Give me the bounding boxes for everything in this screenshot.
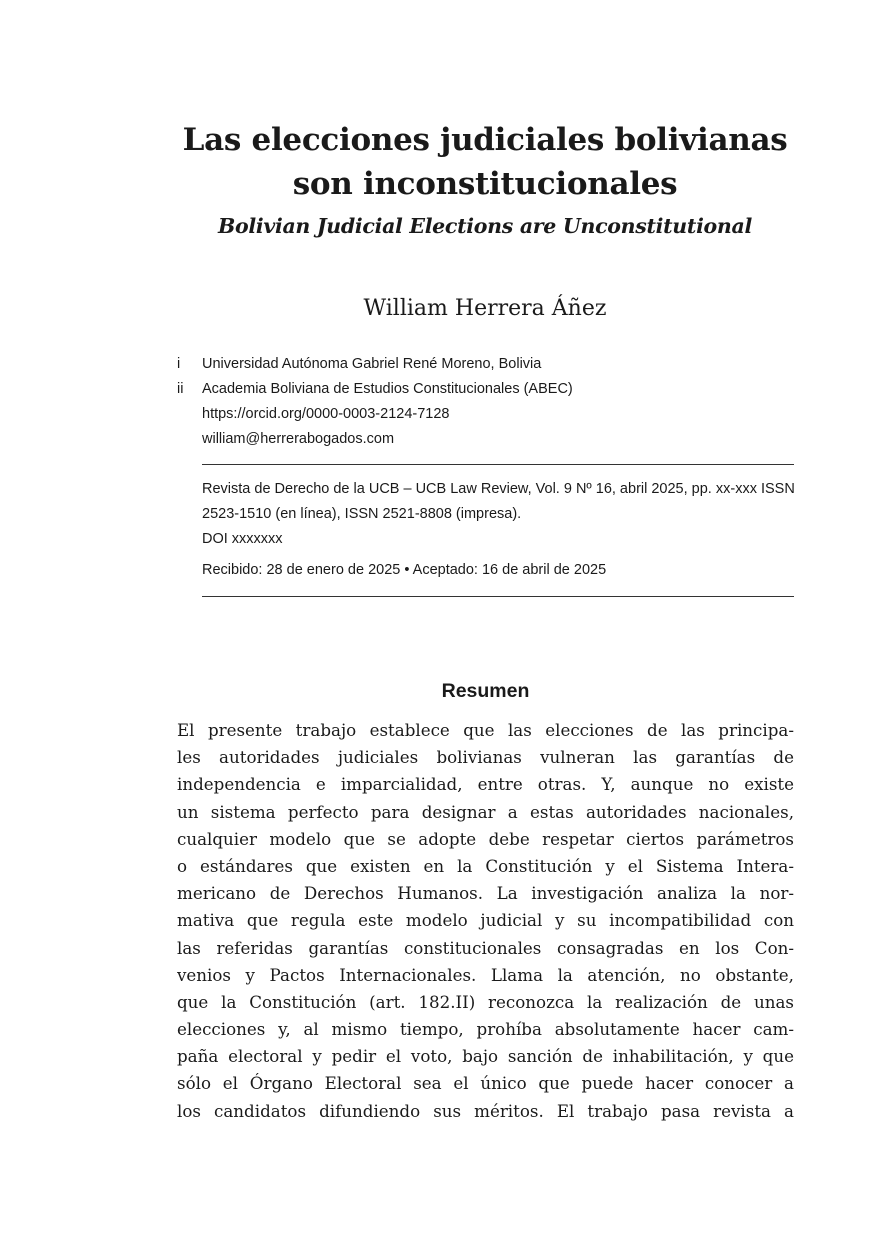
title-line: son inconstitucionales [292,166,678,202]
abstract-line: les autoridades judiciales bolivianas vulneran las garantías de [177,747,794,768]
orcid-link[interactable]: https://orcid.org/0000-0003-2124-7128 [202,406,450,422]
affiliation-text: Universidad Autónoma Gabriel René Moreno, Bolivia [202,356,542,372]
abstract-line: mativa que regula este modelo judicial y su incompatibilidad con [177,910,794,931]
abstract-line: venios y Pactos Internacionales. Llama la atención, no obstante, [177,964,794,985]
publication-info [202,477,802,583]
affiliation-item [177,352,573,377]
abstract-body [177,717,794,1125]
author-name: William Herrera Áñez [363,296,607,321]
affiliation-mark: i [177,356,181,372]
affiliations [177,352,573,452]
divider-bottom [202,596,794,597]
article-title [150,118,820,206]
abstract-line: las referidas garantías constitucionales consagradas en los Con- [177,937,794,958]
abstract-line: cualquier modelo que se adopte debe respetar ciertos parámetros [177,828,794,849]
article-subtitle: Bolivian Judicial Elections are Unconstitutional [217,214,753,238]
email-row [177,427,573,452]
abstract-line: que la Constitución (art. 182.II) reconozca la realización de unas [177,991,794,1012]
abstract-heading: Resumen [441,680,530,702]
abstract-line: independencia e imparcialidad, entre otras. Y, aunque no existe [177,774,794,795]
title-line: Las elecciones judiciales bolivianas [182,122,788,158]
abstract-line: El presente trabajo establece que las elecciones de las principa- [177,720,794,740]
abstract-line: mericano de Derechos Humanos. La investigación analiza la nor- [177,883,794,904]
email-link[interactable]: william@herrerabogados.com [202,431,395,447]
abstract-line: un sistema perfecto para designar a estas autoridades nacionales, [177,801,794,822]
affiliation-item [177,377,573,402]
abstract-line: elecciones y, al mismo tiempo, prohíba absolutamente hacer cam- [177,1019,794,1040]
orcid-row [177,402,573,427]
divider-top [202,464,794,465]
citation: Revista de Derecho de la UCB – UCB Law Review, Vol. 9 Nº 16, abril 2025, pp. xx-xxx ISSN 2523-1510 (en línea), ISSN 2521-8808 (impresa). [202,481,795,522]
affiliation-text: Academia Boliviana de Estudios Constitucionales (ABEC) [202,381,573,397]
abstract-line: paña electoral y pedir el voto, bajo sanción de inhabilitación, y que [177,1046,794,1067]
affiliation-mark: ii [177,381,184,397]
doi: DOI xxxxxxx [202,531,283,547]
abstract-line: sólo el Órgano Electoral sea el único que puede hacer conocer a [177,1073,794,1094]
abstract-line: o estándares que existen en la Constitución y el Sistema Intera- [177,855,794,876]
abstract-line: los candidatos difundiendo sus méritos. El trabajo pasa revista a [177,1100,794,1121]
received-accepted-dates: Recibido: 28 de enero de 2025 • Aceptado: 16 de abril de 2025 [202,562,607,578]
